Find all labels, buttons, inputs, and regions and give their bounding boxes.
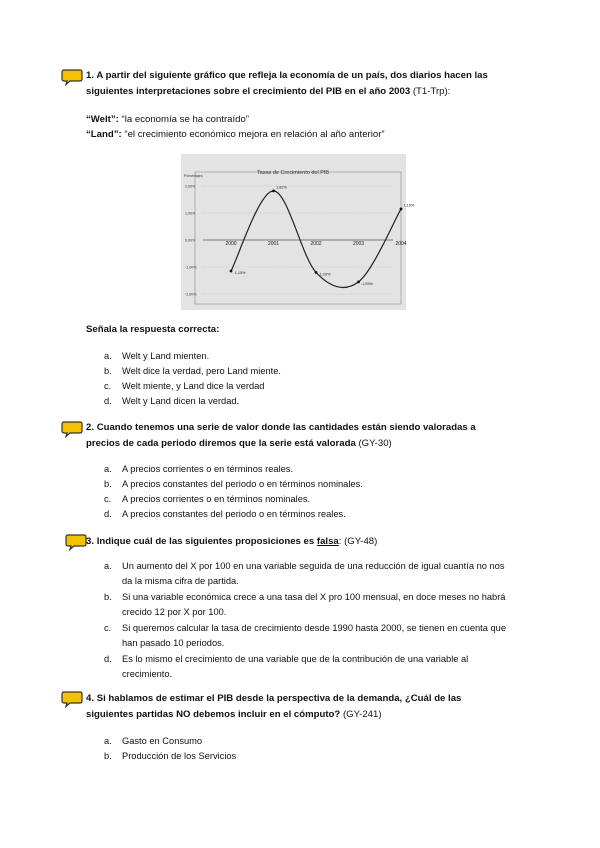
question-4-options [104, 734, 514, 764]
question-1-options [104, 349, 514, 409]
question-2-number: 2. [86, 422, 95, 433]
chart-data-point [230, 270, 233, 273]
chart-y-tick-label: 2,00% [185, 184, 196, 189]
option-text: Si queremos calcular la tasa de crecimiento desde 1990 hasta 2000, se tienen en cuenta que han pasado 10 periodos. [122, 623, 507, 648]
option-text: Si una variable económica crece a una tasa del X pro 100 mensual, en doce meses no habrá crecido 12 por X por 100. [122, 592, 506, 617]
quote-welt-name: “Welt”: [86, 114, 119, 125]
chart-y-tick-label: 1,00% [185, 211, 196, 216]
comment-bubble-icon[interactable] [65, 533, 87, 551]
chart-x-category-label: 2004 [395, 241, 407, 247]
option-a[interactable] [104, 559, 514, 589]
chart-data-label: -1,15% [233, 271, 246, 276]
option-text: Es lo mismo el crecimiento de una variable que de la contribución de una variable al crecimiento. [122, 654, 469, 679]
option-letter: c. [104, 381, 112, 391]
question-3-code: : (GY-48) [338, 536, 378, 547]
chart-x-category-label: 2000 [225, 241, 237, 247]
question-1-text: A partir del siguiente gráfico que refleja la economía de un país, dos diarios hacen las siguientes interpretaciones sobre el crecimiento del PIB en el año 2003 [86, 70, 488, 97]
question-2-text: Cuando tenemos una serie de valor donde las cantidades están siendo valoradas a precios de cada periodo diremos que la serie está valorada [86, 422, 476, 449]
chart-data-point [400, 208, 403, 211]
chart-data-label: -1,55% [361, 281, 374, 286]
question-2-options [104, 462, 514, 522]
chart-data-label: 1,82% [276, 185, 287, 190]
option-d[interactable] [104, 652, 514, 682]
quote-land [86, 127, 385, 142]
chart-data-point [315, 271, 318, 274]
option-letter: d. [104, 396, 112, 406]
option-text: Producción de los Servicios [122, 751, 237, 761]
question-1-number: 1. [86, 70, 95, 81]
option-text: Un aumento del X por 100 en una variable seguida de una reducción de igual cuantía no nos da la misma cifra de partida. [122, 561, 505, 586]
option-text: A precios constantes del periodo o en términos nominales. [122, 479, 363, 489]
option-letter: b. [104, 751, 112, 761]
question-3-options [104, 559, 514, 682]
option-letter: a. [104, 736, 112, 746]
option-a[interactable] [104, 462, 514, 477]
chart-ylabel: Porcentajes [184, 174, 203, 178]
option-text: Welt miente, y Land dice la verdad [122, 381, 265, 391]
chart-x-category-label: 2003 [352, 241, 365, 247]
chart-y-tick-label: 0,00% [185, 238, 196, 243]
option-text: Gasto en Consumo [122, 736, 203, 746]
option-b[interactable] [104, 477, 514, 492]
option-d[interactable] [104, 394, 514, 409]
option-a[interactable] [104, 734, 514, 749]
chart-x-category-label: 2001 [267, 241, 280, 247]
question-3-number: 3. [86, 536, 95, 547]
comment-bubble-icon[interactable] [61, 68, 83, 86]
question-1-code: (T1-Trp): [412, 86, 451, 97]
question-3-keyword: falsa [316, 536, 339, 547]
comment-bubble-icon[interactable] [61, 690, 83, 708]
chart-x-category-label: 2002 [310, 241, 322, 247]
question-2-code: (GY-30) [358, 438, 392, 449]
option-text: A precios corrientes o en términos nominales. [122, 494, 311, 504]
question-4 [86, 691, 506, 723]
gdp-growth-chart [181, 154, 415, 310]
chart-data-label: 1,15% [403, 203, 415, 208]
quote-land-text: “el crecimiento económico mejora en relación al año anterior” [124, 129, 385, 140]
option-text: Welt y Land mienten. [122, 351, 210, 361]
option-c[interactable] [104, 492, 514, 507]
option-text: Welt dice la verdad, pero Land miente. [122, 366, 282, 376]
option-letter: a. [104, 351, 112, 361]
option-letter: c. [104, 623, 112, 633]
option-letter: a. [104, 464, 112, 474]
option-letter: d. [104, 654, 112, 664]
chart-data-point [272, 189, 275, 192]
option-letter: b. [104, 479, 112, 489]
answer-instruction: Señala la respuesta correcta: [86, 324, 220, 335]
option-c[interactable] [104, 621, 514, 651]
chart-svg [181, 154, 415, 310]
question-4-code: (GY-241) [342, 709, 382, 720]
question-3-text: Indique cuál de las siguientes proposiciones es [96, 536, 315, 547]
option-text: A precios constantes del periodo o en términos reales. [122, 509, 346, 519]
question-3 [86, 534, 506, 550]
quote-welt [86, 112, 249, 127]
option-letter: b. [104, 366, 112, 376]
comment-bubble-icon[interactable] [61, 420, 83, 438]
chart-title: Tasas de Crecimiento del PIB [256, 170, 330, 176]
option-c[interactable] [104, 379, 514, 394]
option-b[interactable] [104, 749, 514, 764]
option-b[interactable] [104, 364, 514, 379]
option-d[interactable] [104, 507, 514, 522]
chart-data-label: -1,20% [318, 272, 331, 277]
quote-land-name: “Land”: [86, 129, 122, 140]
question-1 [86, 68, 506, 100]
option-b[interactable] [104, 590, 514, 620]
quote-welt-text: “la economía se ha contraído” [121, 114, 250, 125]
chart-data-point [357, 280, 360, 283]
option-text: Welt y Land dicen la verdad. [122, 396, 240, 406]
option-a[interactable] [104, 349, 514, 364]
question-4-text: Si hablamos de estimar el PIB desde la perspectiva de la demanda, ¿Cuál de las siguientes partidas NO debemos incluir en el cómputo? [86, 693, 462, 720]
option-letter: a. [104, 561, 112, 571]
option-letter: b. [104, 592, 112, 602]
chart-y-tick-label: -1,00% [185, 265, 197, 270]
option-text: A precios corrientes o en términos reales. [122, 464, 294, 474]
option-letter: c. [104, 494, 112, 504]
option-letter: d. [104, 509, 112, 519]
question-2 [86, 420, 506, 452]
chart-y-tick-label: -2,00% [185, 292, 197, 297]
question-4-number: 4. [86, 693, 95, 704]
